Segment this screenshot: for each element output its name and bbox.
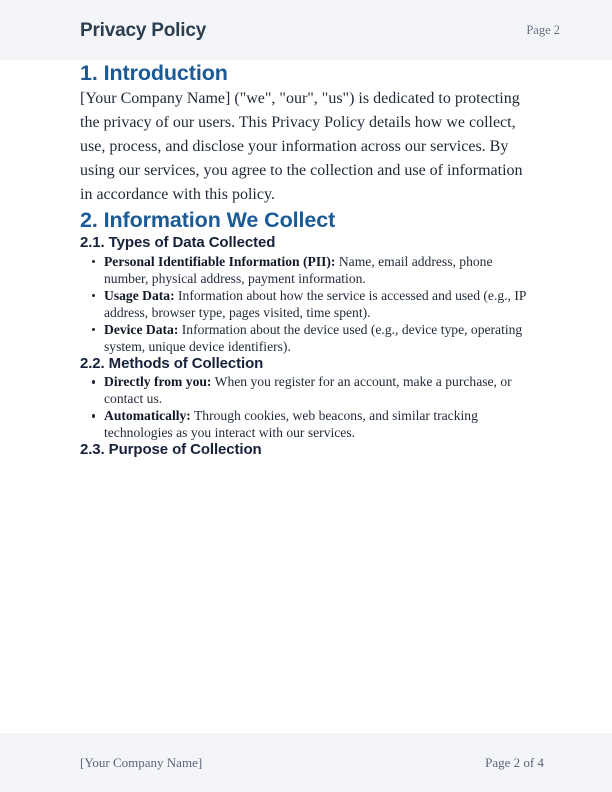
list-item: [80, 407, 540, 441]
data-types-list: [80, 253, 540, 355]
introduction-paragraph: [Your Company Name] ("we", "our", "us") is dedicated to protecting the privacy of our users. This Privacy Policy details how we collect, use, process, and disclose your information across our services. By using our services, you agree to the collection and use of information in accordance with this policy.: [80, 89, 523, 203]
list-item-term: Automatically:: [104, 408, 191, 424]
list-item: [80, 321, 540, 355]
list-item-description: Information about the device used (e.g., device type, operating system, unique device identifiers).: [104, 321, 523, 354]
list-item-term: Usage Data:: [104, 287, 175, 303]
page-header: [0, 0, 612, 60]
document-body: [0, 60, 612, 733]
list-item-term: Directly from you:: [104, 374, 212, 390]
list-item-description: Through cookies, web beacons, and similar tracking technologies as you interact with our services.: [104, 408, 478, 441]
footer-page-number: Page 2 of 4: [485, 755, 544, 770]
subsection-heading-2-2: 2.2. Methods of Collection: [80, 354, 264, 372]
collection-methods-list: [80, 373, 540, 441]
list-item: [80, 253, 540, 287]
list-item-term: Personal Identifiable Information (PII):: [104, 253, 336, 269]
list-item-description: Information about how the service is accessed and used (e.g., IP address, browser type, pages visited, time spent).: [104, 287, 526, 320]
list-item: [80, 373, 540, 407]
section-heading-2: 2. Information We Collect: [80, 207, 336, 232]
subsection-heading-2-3: 2.3. Purpose of Collection: [80, 441, 262, 459]
list-item-description: When you register for an account, make a purchase, or contact us.: [104, 374, 512, 407]
subsection-heading-2-1: 2.1. Types of Data Collected: [80, 233, 276, 251]
list-item-term: Device Data:: [104, 321, 179, 337]
header-page-number: Page 2: [526, 22, 560, 37]
footer-company-name: [Your Company Name]: [80, 755, 203, 770]
list-item-description: Name, email address, phone number, physical address, payment information.: [104, 253, 493, 286]
section-heading-1: 1. Introduction: [80, 61, 228, 85]
list-item: [80, 287, 540, 321]
page-footer: [0, 733, 612, 792]
document-title: Privacy Policy: [80, 19, 207, 41]
